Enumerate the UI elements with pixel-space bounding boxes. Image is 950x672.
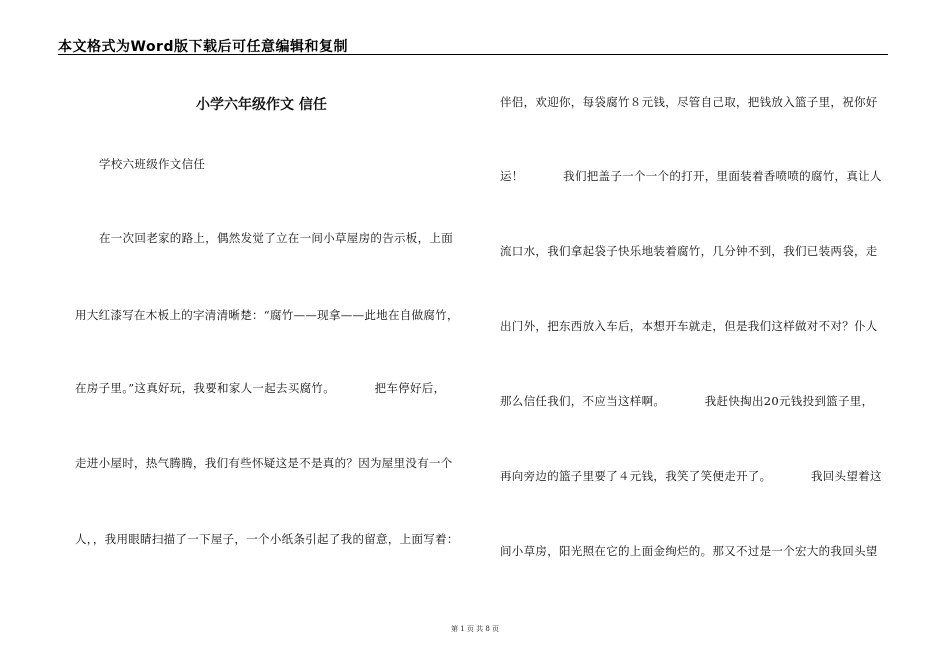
right-line-1: 伴侣，欢迎你，每袋腐竹８元钱，尽管自己取，把钱放入篮子里，祝你好	[500, 95, 878, 109]
document-banner: 本文格式为Word版下载后可任意编辑和复制	[58, 39, 348, 55]
right-line-7: 间小草房，阳光照在它的上面金绚烂的。那又不过是一个宏大的我回头望	[500, 544, 878, 558]
left-line-6: 人，，我用眼睛扫描了一下屋子，一个小纸条引起了我的留意，上面写着：	[75, 532, 459, 546]
left-line-3: 用大红漆写在木板上的字清清晰楚：“腐竹——现拿——此地在自做腐竹，	[75, 308, 459, 322]
left-line-1: 学校六班级作文信任	[99, 157, 206, 171]
left-line-5: 走进小屋时，热气腾腾，我们有些怀疑这是不是真的？因为屋里没有一个	[75, 456, 453, 470]
right-line-5: 那么信任我们，不应当这样啊。 我赶快掏出20元钱投到篮子里，	[500, 394, 874, 408]
left-line-4: 在房子里。”这真好玩，我要和家人一起去买腐竹。 把车停好后，	[75, 381, 446, 395]
document-title: 小学六年级作文 信任	[196, 97, 327, 113]
left-line-2: 在一次回老家的路上，偶然发觉了立在一间小草屋房的告示板，上面	[99, 231, 453, 245]
header-rule	[58, 54, 888, 55]
page-footer: 第 1 页 共 8 页	[450, 625, 500, 633]
right-line-2: 运！ 我们把盖子一个一个的打开，里面装着香喷喷的腐竹，真让人	[500, 169, 882, 183]
right-line-4: 出门外，把东西放入车后，本想开车就走，但是我们这样做对不对？仆人	[500, 319, 878, 333]
right-line-3: 流口水，我们拿起袋子快乐地装着腐竹，几分钟不到，我们已装两袋，走	[500, 244, 878, 258]
right-line-6: 再向旁边的篮子里要了４元钱，我笑了笑便走开了。 我回头望着这	[500, 469, 882, 483]
